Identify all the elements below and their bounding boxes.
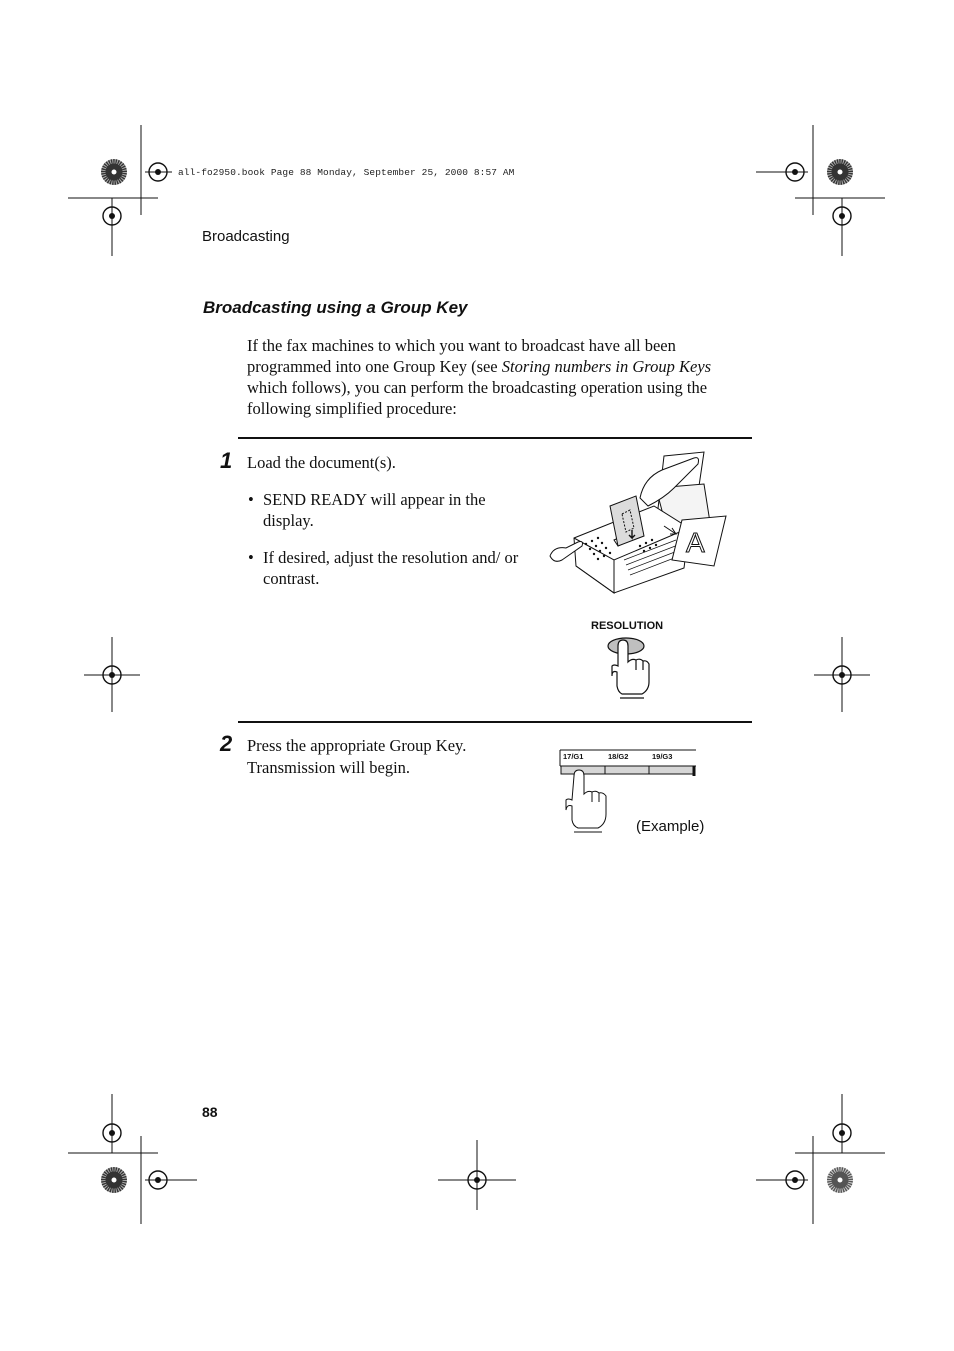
bullet-text: If desired, adjust the resolution and/ or contrast. <box>263 548 519 588</box>
resolution-key-label: RESOLUTION <box>591 620 664 632</box>
step-divider <box>238 721 752 723</box>
fax-machine-illustration <box>544 448 734 598</box>
step-1-number: 1 <box>220 448 233 473</box>
file-header: all-fo2950.book Page 88 Monday, September 25, 2000 8:57 AM <box>178 167 515 178</box>
running-head: Broadcasting <box>202 228 290 245</box>
step-2-line-2: Transmission will begin. <box>247 758 411 777</box>
pointing-hand <box>566 770 606 828</box>
step-1-bullet <box>248 489 523 531</box>
page-number: 88 <box>202 1104 218 1120</box>
step-2-number: 2 <box>220 731 233 756</box>
example-caption: (Example) <box>636 818 705 835</box>
intro-text: If the fax machines to which you want to broadcast have all been programmed into one Group Key (see <box>247 336 676 376</box>
group-key-button <box>649 766 693 774</box>
intro-paragraph <box>247 335 742 419</box>
bullet-glyph: • <box>248 548 254 567</box>
resolution-key-illustration <box>600 632 660 700</box>
document-letter: A <box>686 527 705 558</box>
group-key-button <box>605 766 649 774</box>
step-divider <box>238 437 752 439</box>
bullet-glyph: • <box>248 490 254 509</box>
step-1-bullet <box>248 547 523 589</box>
bullet-text: SEND READY will appear in the display. <box>263 490 486 530</box>
intro-text: which follows), you can perform the broadcasting operation using the following simplified procedure: <box>247 378 708 418</box>
step-1-text: Load the document(s). <box>247 453 396 472</box>
group-key-label: 19/G3 <box>652 752 673 761</box>
step-2-line-1: Press the appropriate Group Key. <box>247 736 467 755</box>
group-key-label: 18/G2 <box>608 752 629 761</box>
intro-cross-reference: Storing numbers in Group Keys <box>501 357 712 376</box>
group-key-label: 17/G1 <box>563 752 584 761</box>
section-title: Broadcasting using a Group Key <box>203 298 468 317</box>
